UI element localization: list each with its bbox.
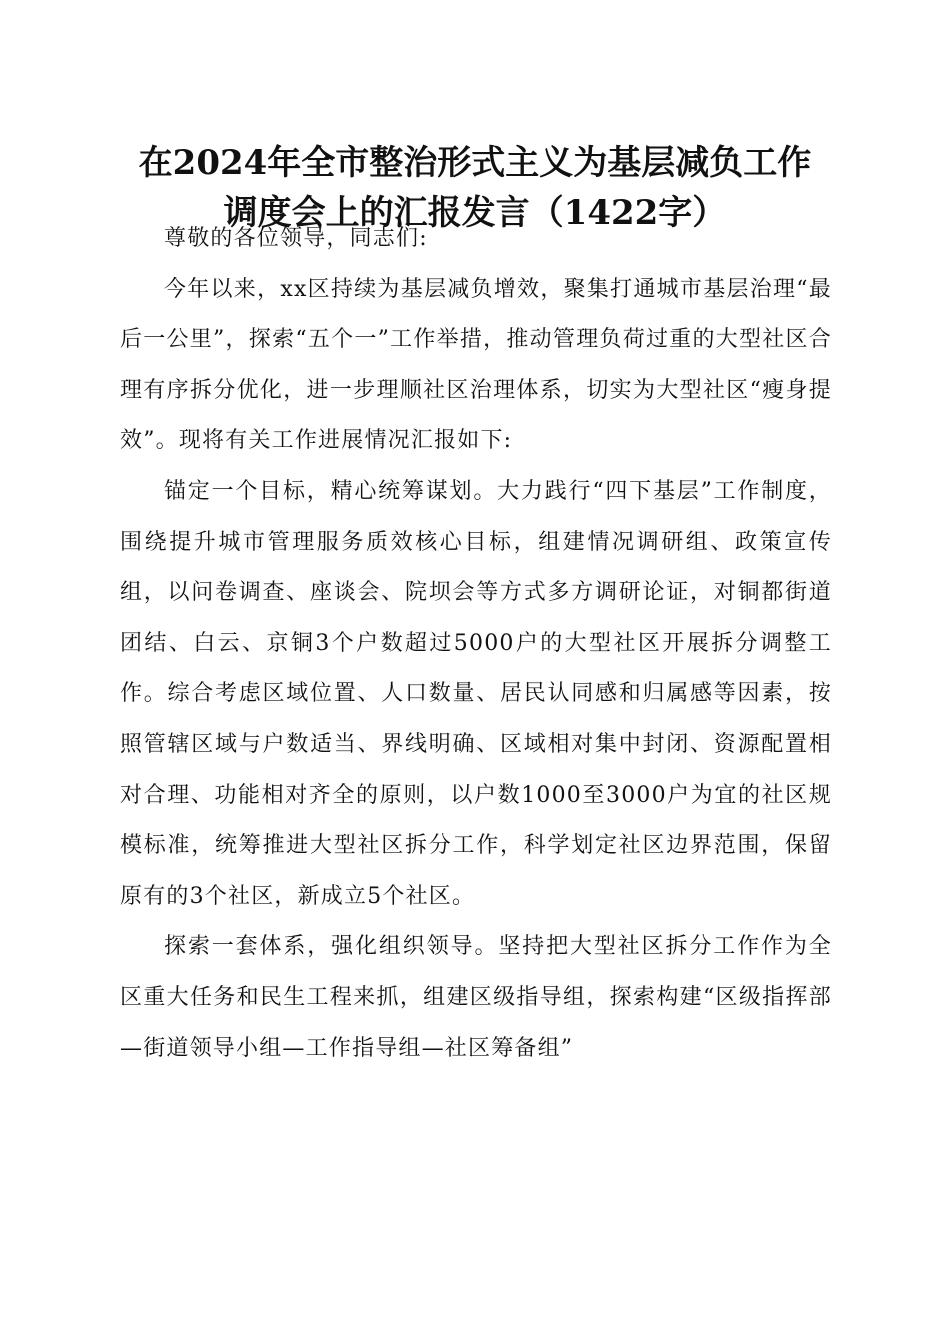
- title-line-1: 在2024年全市整治形式主义为基层减负工作: [138, 143, 812, 183]
- paragraph-system: 探索一套体系，强化组织领导。坚持把大型社区拆分工作作为全区重大任务和民生工程来抓，组建区级指导组，探索构建“区级指挥部—街道领导小组—工作指导组—社区筹备组”: [120, 934, 832, 1061]
- title-line-2: 调度会上的汇报发言（1422字）: [223, 193, 727, 233]
- paragraph-goal: 锚定一个目标，精心统筹谋划。大力践行“四下基层”工作制度，围绕提升城市管理服务质效核心目标，组建情况调研组、政策宣传组，以问卷调查、座谈会、院坝会等方式多方调研论证，对铜都街道团结、白云、京铜3个户数超过5000户的大型社区开展拆分调整工作。综合考虑区域位置、人口数量、居民认同感和归属感等因素，按照管辖区域与户数适当、界线明确、区域相对集中封闭、资源配置相对合理、功能相对齐全的原则，以户数1000至3000户为宜的社区规模标准，统筹推进大型社区拆分工作，科学划定社区边界范围，保留原有的3个社区，新成立5个社区。: [120, 478, 832, 909]
- greeting: 尊敬的各位领导，同志们:: [164, 226, 428, 251]
- document-body: [120, 214, 832, 1074]
- paragraph-intro: 今年以来，xx区持续为基层减负增效，聚集打通城市基层治理“最后一公里”，探索“五个一”工作举措，推动管理负荷过重的大型社区合理有序拆分优化，进一步理顺社区治理体系，切实为大型社区“瘦身提效”。现将有关工作进展情况汇报如下:: [120, 276, 832, 454]
